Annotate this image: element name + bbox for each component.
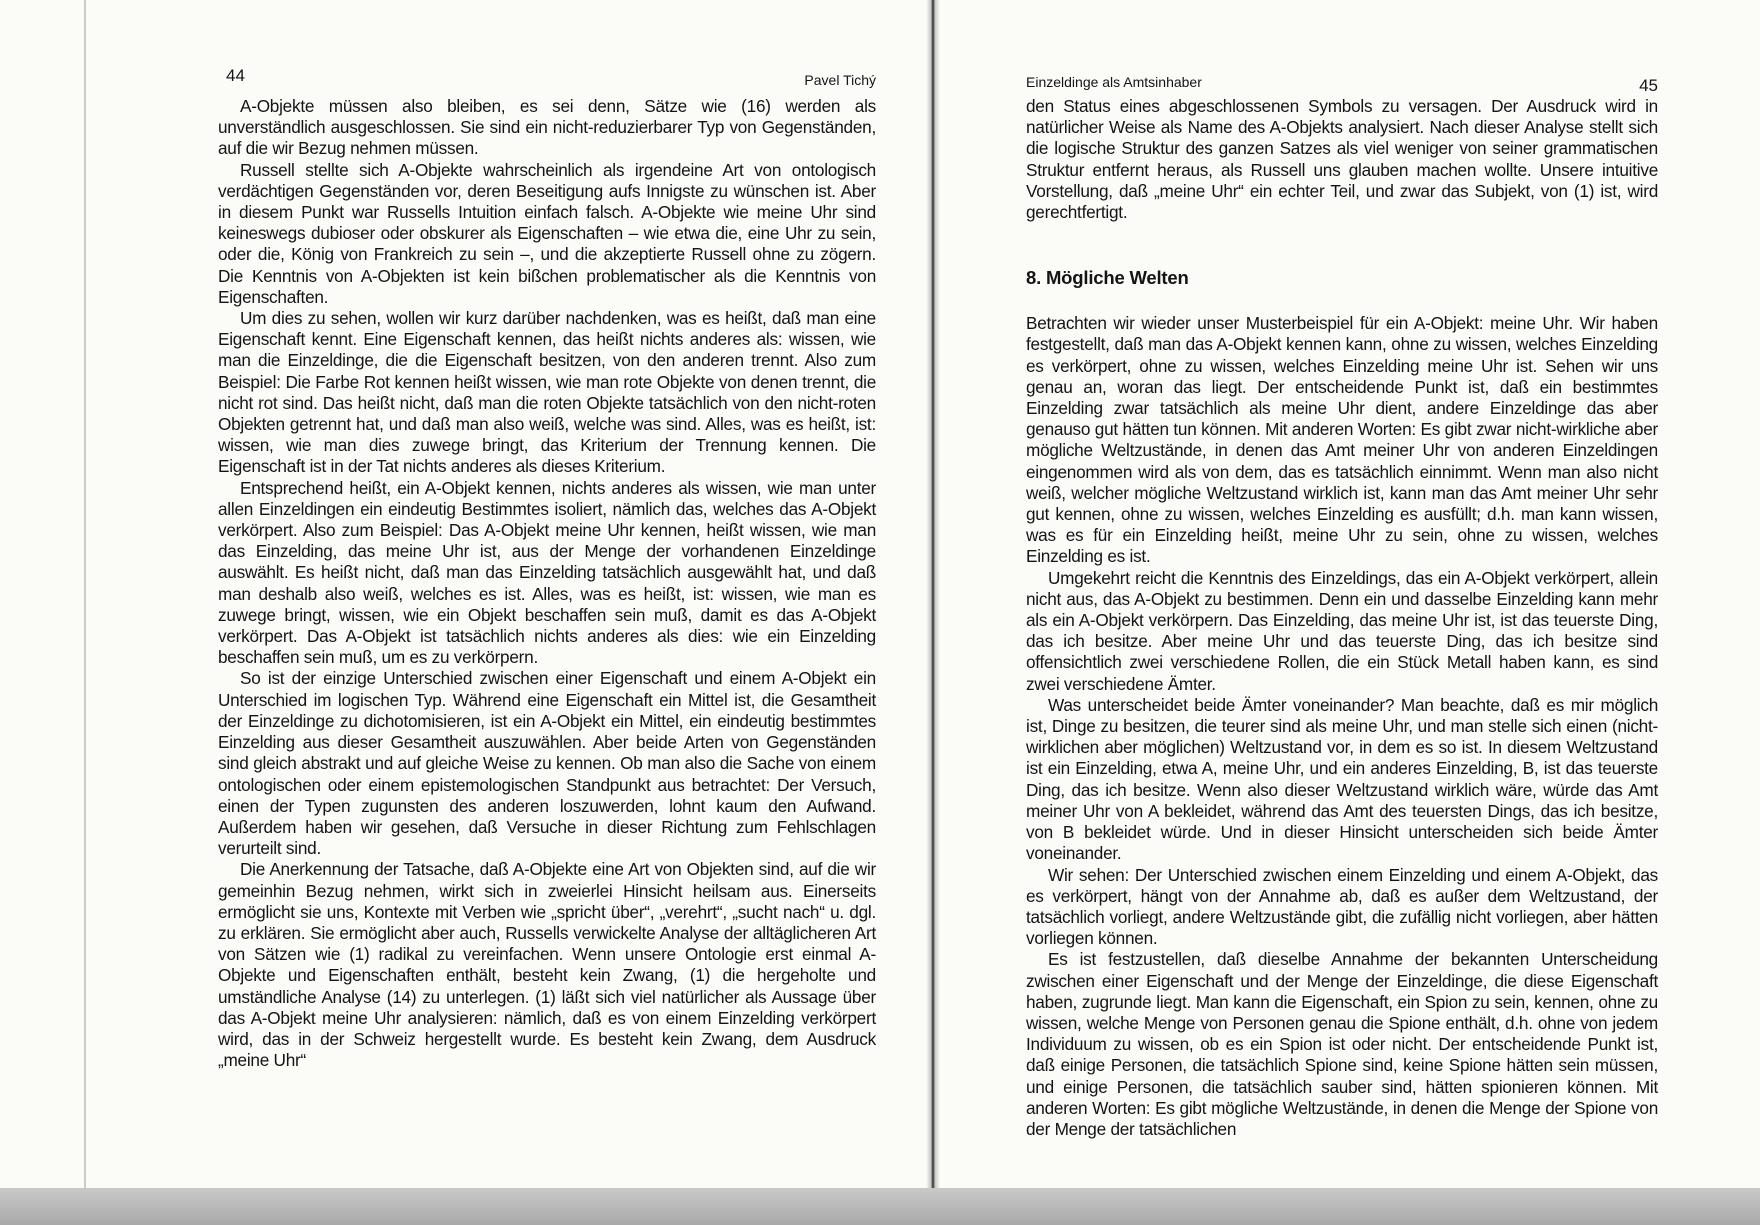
running-head-author: Pavel Tichý [804, 72, 876, 88]
right-paragraph-continued: den Status eines abgeschlossenen Symbols zu versagen. Der Ausdruck wird in natürlicher Weise als Name des A-Objekts analysiert. Nach dieser Analyse stellt sich die logische Struktur des ganzen Satzes als viel weniger von seiner grammatischen Struktur entfernt heraus, als Russell uns glauben machen wollte. Unsere intuitive Vorstellung, daß „meine Uhr“ ein echter Teil, und zwar das Subjekt, von (1) ist, wird gerechtfertigt. [1026, 96, 1658, 223]
right-paragraph-3: Was unterscheidet beide Ämter voneinander? Man beachte, daß es mir möglich ist, Dinge zu besitzen, die teurer sind als meine Uhr, und man stelle sich einen (nicht-wirklichen aber möglichen) Weltzustand vor, in dem es so ist. In diesem Weltzustand ist ein Einzelding, etwa A, meine Uhr, und ein anderes Einzelding, B, ist das teuerste Ding, das ich besitze. Wenn also dieser Weltzustand wirklich wäre, würde das Amt meiner Uhr von A bekleidet, während das Amt des teuersten Dings, das ich besitze, von B bekleidet würde. Und in dieser Hinsicht unterscheiden sich beide Ämter voneinander. [1026, 694, 1658, 864]
right-page-header [1026, 62, 1658, 96]
left-paragraph-2: Russell stellte sich A-Objekte wahrscheinlich als irgendeine Art von ontologisch verdächtigen Gegenständen vor, deren Beseitigung aufs Innigste zu wünschen ist. Aber in diesem Punkt war Russells Intuition einfach falsch. A-Objekte wie meine Uhr sind keineswegs dubioser oder obskurer als Eigenschaften – wie etwa die, eine Uhr zu sein, oder die, König von Frankreich zu sein –, und die akzeptierte Russell ohne zu zögern. Die Kenntnis von A-Objekten ist kein bißchen problematischer als die Kenntnis von Eigenschaften. [218, 159, 876, 307]
left-page-header [218, 62, 876, 96]
left-paragraph-3: Um dies zu sehen, wollen wir kurz darüber nachdenken, was es heißt, daß man eine Eigenschaft kennt. Eine Eigenschaft kennen, das heißt nichts anderes als: wissen, wie man die Einzeldinge, die die Eigenschaft besitzen, von den anderen trennt. Also zum Beispiel: Die Farbe Rot kennen heißt wissen, wie man rote Objekte von denen trennt, die nicht rot sind. Das heißt nicht, daß man die roten Objekte tatsächlich von den nicht-roten Objekten getrennt hat, und daß man also weiß, welche was sind. Alles, was es heißt, ist: wissen, wie man dies zuwege bringt, das Kriterium der Trennung kennen. Die Eigenschaft ist in der Tat nichts anderes als dieses Kriterium. [218, 308, 876, 477]
scanner-bed-strip [0, 1188, 1760, 1225]
left-paragraph-4: Entsprechend heißt, ein A-Objekt kennen, nichts anderes als wissen, wie man unter allen Einzeldingen ein eindeutig Bestimmtes isoliert, nämlich das, welches das A-Objekt verkörpert. Also zum Beispiel: Das A-Objekt meine Uhr kennen, heißt wissen, wie man das Einzelding, das meine Uhr ist, aus der Menge der vorhandenen Einzeldinge auswählt. Es heißt nicht, daß man das Einzelding tatsächlich ausgewählt hat, und daß man deshalb also weiß, welches es ist. Alles, was es heißt, ist: wissen, wie man es zuwege bringt, wissen, wie ein Objekt beschaffen sein muß, damit es das A-Objekt verkörpert. Das A-Objekt ist tatsächlich nichts anderes als dies: wie ein Einzelding beschaffen sein muß, um es zu verkörpern. [218, 477, 876, 668]
right-page [1026, 62, 1658, 1140]
left-paragraph-1: A-Objekte müssen also bleiben, es sei denn, Sätze wie (16) werden als unverständlich ausgeschlossen. Sie sind ein nicht-reduzierbarer Typ von Gegenständen, auf die wir Bezug nehmen müssen. [218, 96, 876, 159]
left-page [218, 62, 876, 1071]
running-head-title: Einzeldinge als Amtsinhaber [1026, 74, 1202, 90]
right-paragraph-5: Es ist festzustellen, daß dieselbe Annahme der bekannten Unterscheidung zwischen einer Eigenschaft und der Menge der Einzeldinge, die diese Eigenschaft haben, zugrunde liegt. Man kann die Eigenschaft, ein Spion zu sein, kennen, ohne zu wissen, welche Menge von Personen genau die Spione enthält, d.h. ohne von jedem Individuum zu wissen, ob es ein Spion ist oder nicht. Der entscheidende Punkt ist, daß einige Personen, die tatsächlich Spione sind, keine Spione hätten sein müssen, und einige Personen, die tatsächlich sauber sind, hätten spionieren können. Mit anderen Worten: Es gibt mögliche Weltzustände, in denen die Menge der Spione von der Menge der tatsächlichen [1026, 949, 1658, 1139]
left-page-edge [84, 0, 86, 1188]
right-paragraph-4: Wir sehen: Der Unterschied zwischen einem Einzelding und einem A-Objekt, das es verkörpert, hängt von der Annahme ab, daß es außer dem Weltzustand, der tatsächlich vorliegt, andere Weltzustände gibt, die zufällig nicht vorliegen, aber hätten vorliegen können. [1026, 864, 1658, 949]
book-gutter [926, 0, 940, 1200]
page-number-left: 44 [226, 66, 245, 85]
left-paragraph-5: So ist der einzige Unterschied zwischen einer Eigenschaft und einem A-Objekt ein Unterschied im logischen Typ. Während eine Eigenschaft ein Mittel ist, die Gesamtheit der Einzeldinge zu dichotomisieren, ist ein A-Objekt ein Mittel, ein eindeutig bestimmtes Einzelding aus dieser Gesamtheit auszuwählen. Aber beide Arten von Gegenständen sind gleich abstrakt und auf gleiche Weise zu kennen. Ob man also die Sache von einem ontologischen oder einem epistemologischen Standpunkt aus betrachtet: Der Versuch, einen der Typen zugunsten des anderen loszuwerden, lohnt kaum den Aufwand. Außerdem haben wir gesehen, daß Versuche in dieser Richtung zum Fehlschlagen verurteilt sind. [218, 668, 876, 859]
page-number-right: 45 [1639, 76, 1658, 95]
section-heading: 8. Mögliche Welten [1026, 267, 1189, 289]
right-paragraph-2: Umgekehrt reicht die Kenntnis des Einzeldings, das ein A-Objekt verkörpert, allein nicht aus, das A-Objekt zu bestimmen. Denn ein und dasselbe Einzelding kann mehr als ein A-Objekt verkörpern. Das Einzelding, das meine Uhr ist, ist das teuerste Ding, das ich besitze. Aber meine Uhr und das teuerste Ding, das ich besitze sind offensichtlich zwei verschiedene Rollen, die ein Stück Metall haben kann, es sind zwei verschiedene Ämter. [1026, 567, 1658, 694]
right-paragraph-1: Betrachten wir wieder unser Musterbeispiel für ein A-Objekt: meine Uhr. Wir haben festgestellt, daß man das A-Objekt kennen kann, ohne zu wissen, welches Einzelding es verkörpert, ohne zu wissen, welches Einzelding meine Uhr ist. Sehen wir uns genau an, woran das liegt. Der entscheidende Punkt ist, daß ein bestimmtes Einzelding zwar tatsächlich als meine Uhr dient, andere Einzeldinge das aber genauso gut hätten tun können. Mit anderen Worten: Es gibt zwar nicht-wirkliche aber mögliche Weltzustände, in denen das Amt meiner Uhr von anderen Einzeldingen eingenommen wird als von dem, das es tatsächlich einnimmt. Wenn man also nicht weiß, welcher mögliche Weltzustand wirklich ist, kann man das Amt meiner Uhr sehr gut kennen, ohne zu wissen, welches Einzelding es ausfüllt; d.h. man kann wissen, was es für ein Einzelding heißt, meine Uhr zu sein, ohne zu wissen, welches Einzelding es ist. [1026, 313, 1658, 567]
left-paragraph-6: Die Anerkennung der Tatsache, daß A-Objekte eine Art von Objekten sind, auf die wir gemeinhin Bezug nehmen, wirkt sich in zweierlei Hinsicht heilsam aus. Einerseits ermöglicht sie uns, Kontexte mit Verben wie „spricht über“, „verehrt“, „sucht nach“ u. dgl. zu erklären. Sie ermöglicht aber auch, Russells verwickelte Analyse der alltäglicheren Art von Sätzen wie (1) radikal zu vereinfachen. Wenn unsere Ontologie erst einmal A-Objekte und Eigenschaften enthält, besteht kein Zwang, (1) die hergeholte und umständliche Analyse (14) zu unterlegen. (1) läßt sich viel natürlicher als Aussage über das A-Objekt meine Uhr analysieren: nämlich, daß es von einem Einzelding verkörpert wird, das in der Schweiz hergestellt wurde. Es besteht kein Zwang, dem Ausdruck „meine Uhr“ [218, 859, 876, 1071]
